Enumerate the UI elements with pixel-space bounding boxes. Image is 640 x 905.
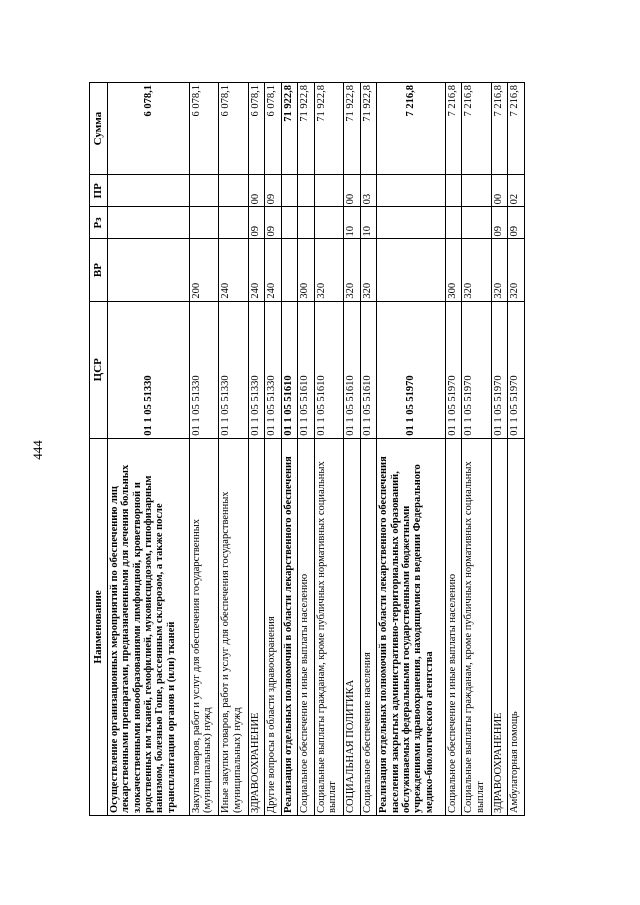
cell-rz <box>108 207 190 239</box>
cell-csr: 01 1 05 51330 <box>265 301 281 438</box>
cell-name: Реализация отдельных полномочий в области лекарственного обеспечения населения закрытых административно-территориальных образований, обслуживаемых федеральными государственными бюджетными учреждениями здравоохранения, находящимися в ведении Федерального медико-биологического агентства <box>377 438 446 815</box>
cell-csr: 01 1 05 51970 <box>462 301 492 438</box>
cell-rz: 09 <box>248 207 264 239</box>
cell-sum: 7 216,8 <box>377 83 446 175</box>
header-name: Наименование <box>90 438 108 815</box>
cell-csr: 01 1 05 51970 <box>445 301 461 438</box>
cell-vr: 320 <box>344 239 360 301</box>
cell-csr: 01 1 05 51610 <box>281 301 297 438</box>
budget-table-container <box>89 82 525 816</box>
cell-vr: 320 <box>360 239 376 301</box>
cell-sum: 6 078,1 <box>265 83 281 175</box>
header-csr: ЦСР <box>90 301 108 438</box>
cell-vr: 200 <box>189 239 219 301</box>
cell-pr <box>462 175 492 207</box>
cell-pr <box>281 175 297 207</box>
cell-name: Осуществление организационных мероприятий по обеспечению лиц лекарственными препаратами, предназначенными для лечения больных злокачественными новообразованиями лимфоидной, кроветворной и родственных им тканей, гемофилией, муковисцидозом, гипофизарным нанизмом, болезнью Гоше, рассеянным склерозом, а также после трансплантации органов и (или) тканей <box>108 438 190 815</box>
cell-name: Закупка товаров, работ и услуг для обеспечения государственных (муниципальных) нужд <box>189 438 219 815</box>
cell-vr <box>281 239 297 301</box>
cell-csr: 01 1 05 51970 <box>377 301 446 438</box>
cell-vr: 320 <box>314 239 344 301</box>
cell-rz: 09 <box>491 207 507 239</box>
cell-pr <box>219 175 249 207</box>
cell-pr <box>189 175 219 207</box>
cell-name: Другие вопросы в области здравоохранения <box>265 438 281 815</box>
cell-name: Социальное обеспечение и иные выплаты населению <box>445 438 461 815</box>
cell-rz: 10 <box>344 207 360 239</box>
cell-name: Амбулаторная помощь <box>508 438 525 815</box>
cell-name: СОЦИАЛЬНАЯ ПОЛИТИКА <box>344 438 360 815</box>
cell-name: Социальное обеспечение населения <box>360 438 376 815</box>
cell-csr: 01 1 05 51610 <box>360 301 376 438</box>
cell-vr: 240 <box>265 239 281 301</box>
cell-rz: 09 <box>265 207 281 239</box>
cell-rz <box>298 207 314 239</box>
cell-name: Реализация отдельных полномочий в области лекарственного обеспечения <box>281 438 297 815</box>
header-vr: ВР <box>90 239 108 301</box>
table-row <box>508 83 525 816</box>
cell-vr: 320 <box>462 239 492 301</box>
cell-vr: 300 <box>445 239 461 301</box>
cell-vr: 320 <box>508 239 525 301</box>
rotated-page-content <box>89 82 525 816</box>
cell-rz <box>462 207 492 239</box>
cell-csr: 01 1 05 51610 <box>344 301 360 438</box>
cell-name: Социальные выплаты гражданам, кроме публичных нормативных социальных выплат <box>462 438 492 815</box>
cell-csr: 01 1 05 51330 <box>219 301 249 438</box>
table-row <box>189 83 219 816</box>
cell-pr <box>377 175 446 207</box>
table-row <box>344 83 360 816</box>
table-row <box>360 83 376 816</box>
cell-csr: 01 1 05 51330 <box>189 301 219 438</box>
cell-name: ЗДРАВООХРАНЕНИЕ <box>248 438 264 815</box>
cell-sum: 6 078,1 <box>189 83 219 175</box>
cell-sum: 6 078,1 <box>219 83 249 175</box>
table-row <box>219 83 249 816</box>
cell-name: Социальное обеспечение и иные выплаты населению <box>298 438 314 815</box>
cell-csr: 01 1 05 51970 <box>508 301 525 438</box>
cell-name: Социальные выплаты гражданам, кроме публичных нормативных социальных выплат <box>314 438 344 815</box>
cell-sum: 6 078,1 <box>248 83 264 175</box>
cell-pr <box>298 175 314 207</box>
table-row <box>265 83 281 816</box>
header-rz: Рз <box>90 207 108 239</box>
cell-sum: 71 922,8 <box>344 83 360 175</box>
table-row <box>377 83 446 816</box>
cell-sum: 7 216,8 <box>462 83 492 175</box>
cell-sum: 7 216,8 <box>508 83 525 175</box>
table-row <box>298 83 314 816</box>
cell-pr: 09 <box>265 175 281 207</box>
cell-rz <box>189 207 219 239</box>
cell-rz <box>445 207 461 239</box>
table-row <box>462 83 492 816</box>
cell-pr <box>314 175 344 207</box>
cell-vr: 240 <box>219 239 249 301</box>
cell-pr: 02 <box>508 175 525 207</box>
cell-pr <box>108 175 190 207</box>
cell-csr: 01 1 05 51610 <box>298 301 314 438</box>
cell-name: Иные закупки товаров, работ и услуг для обеспечения государственных (муниципальных) нужд <box>219 438 249 815</box>
cell-csr: 01 1 05 51970 <box>491 301 507 438</box>
cell-csr: 01 1 05 51610 <box>314 301 344 438</box>
cell-rz: 10 <box>360 207 376 239</box>
cell-csr: 01 1 05 51330 <box>248 301 264 438</box>
cell-csr: 01 1 05 51330 <box>108 301 190 438</box>
cell-sum: 71 922,8 <box>360 83 376 175</box>
cell-sum: 7 216,8 <box>445 83 461 175</box>
cell-name: ЗДРАВООХРАНЕНИЕ <box>491 438 507 815</box>
cell-pr: 00 <box>248 175 264 207</box>
cell-pr: 00 <box>491 175 507 207</box>
cell-rz <box>219 207 249 239</box>
cell-sum: 7 216,8 <box>491 83 507 175</box>
table-row <box>314 83 344 816</box>
cell-sum: 71 922,8 <box>298 83 314 175</box>
cell-vr <box>377 239 446 301</box>
table-row <box>281 83 297 816</box>
cell-vr <box>108 239 190 301</box>
cell-pr: 00 <box>344 175 360 207</box>
cell-sum: 71 922,8 <box>314 83 344 175</box>
budget-table <box>89 82 525 816</box>
cell-rz: 09 <box>508 207 525 239</box>
cell-pr <box>445 175 461 207</box>
cell-sum: 6 078,1 <box>108 83 190 175</box>
cell-vr: 320 <box>491 239 507 301</box>
header-pr: ПР <box>90 175 108 207</box>
table-row <box>248 83 264 816</box>
cell-rz <box>314 207 344 239</box>
cell-pr: 03 <box>360 175 376 207</box>
header-sum: Сумма <box>90 83 108 175</box>
table-row <box>491 83 507 816</box>
table-row <box>108 83 190 816</box>
cell-vr: 240 <box>248 239 264 301</box>
cell-vr: 300 <box>298 239 314 301</box>
cell-rz <box>281 207 297 239</box>
cell-sum: 71 922,8 <box>281 83 297 175</box>
cell-rz <box>377 207 446 239</box>
table-row <box>445 83 461 816</box>
page-number: 444 <box>30 440 45 460</box>
table-header-row <box>90 83 108 816</box>
